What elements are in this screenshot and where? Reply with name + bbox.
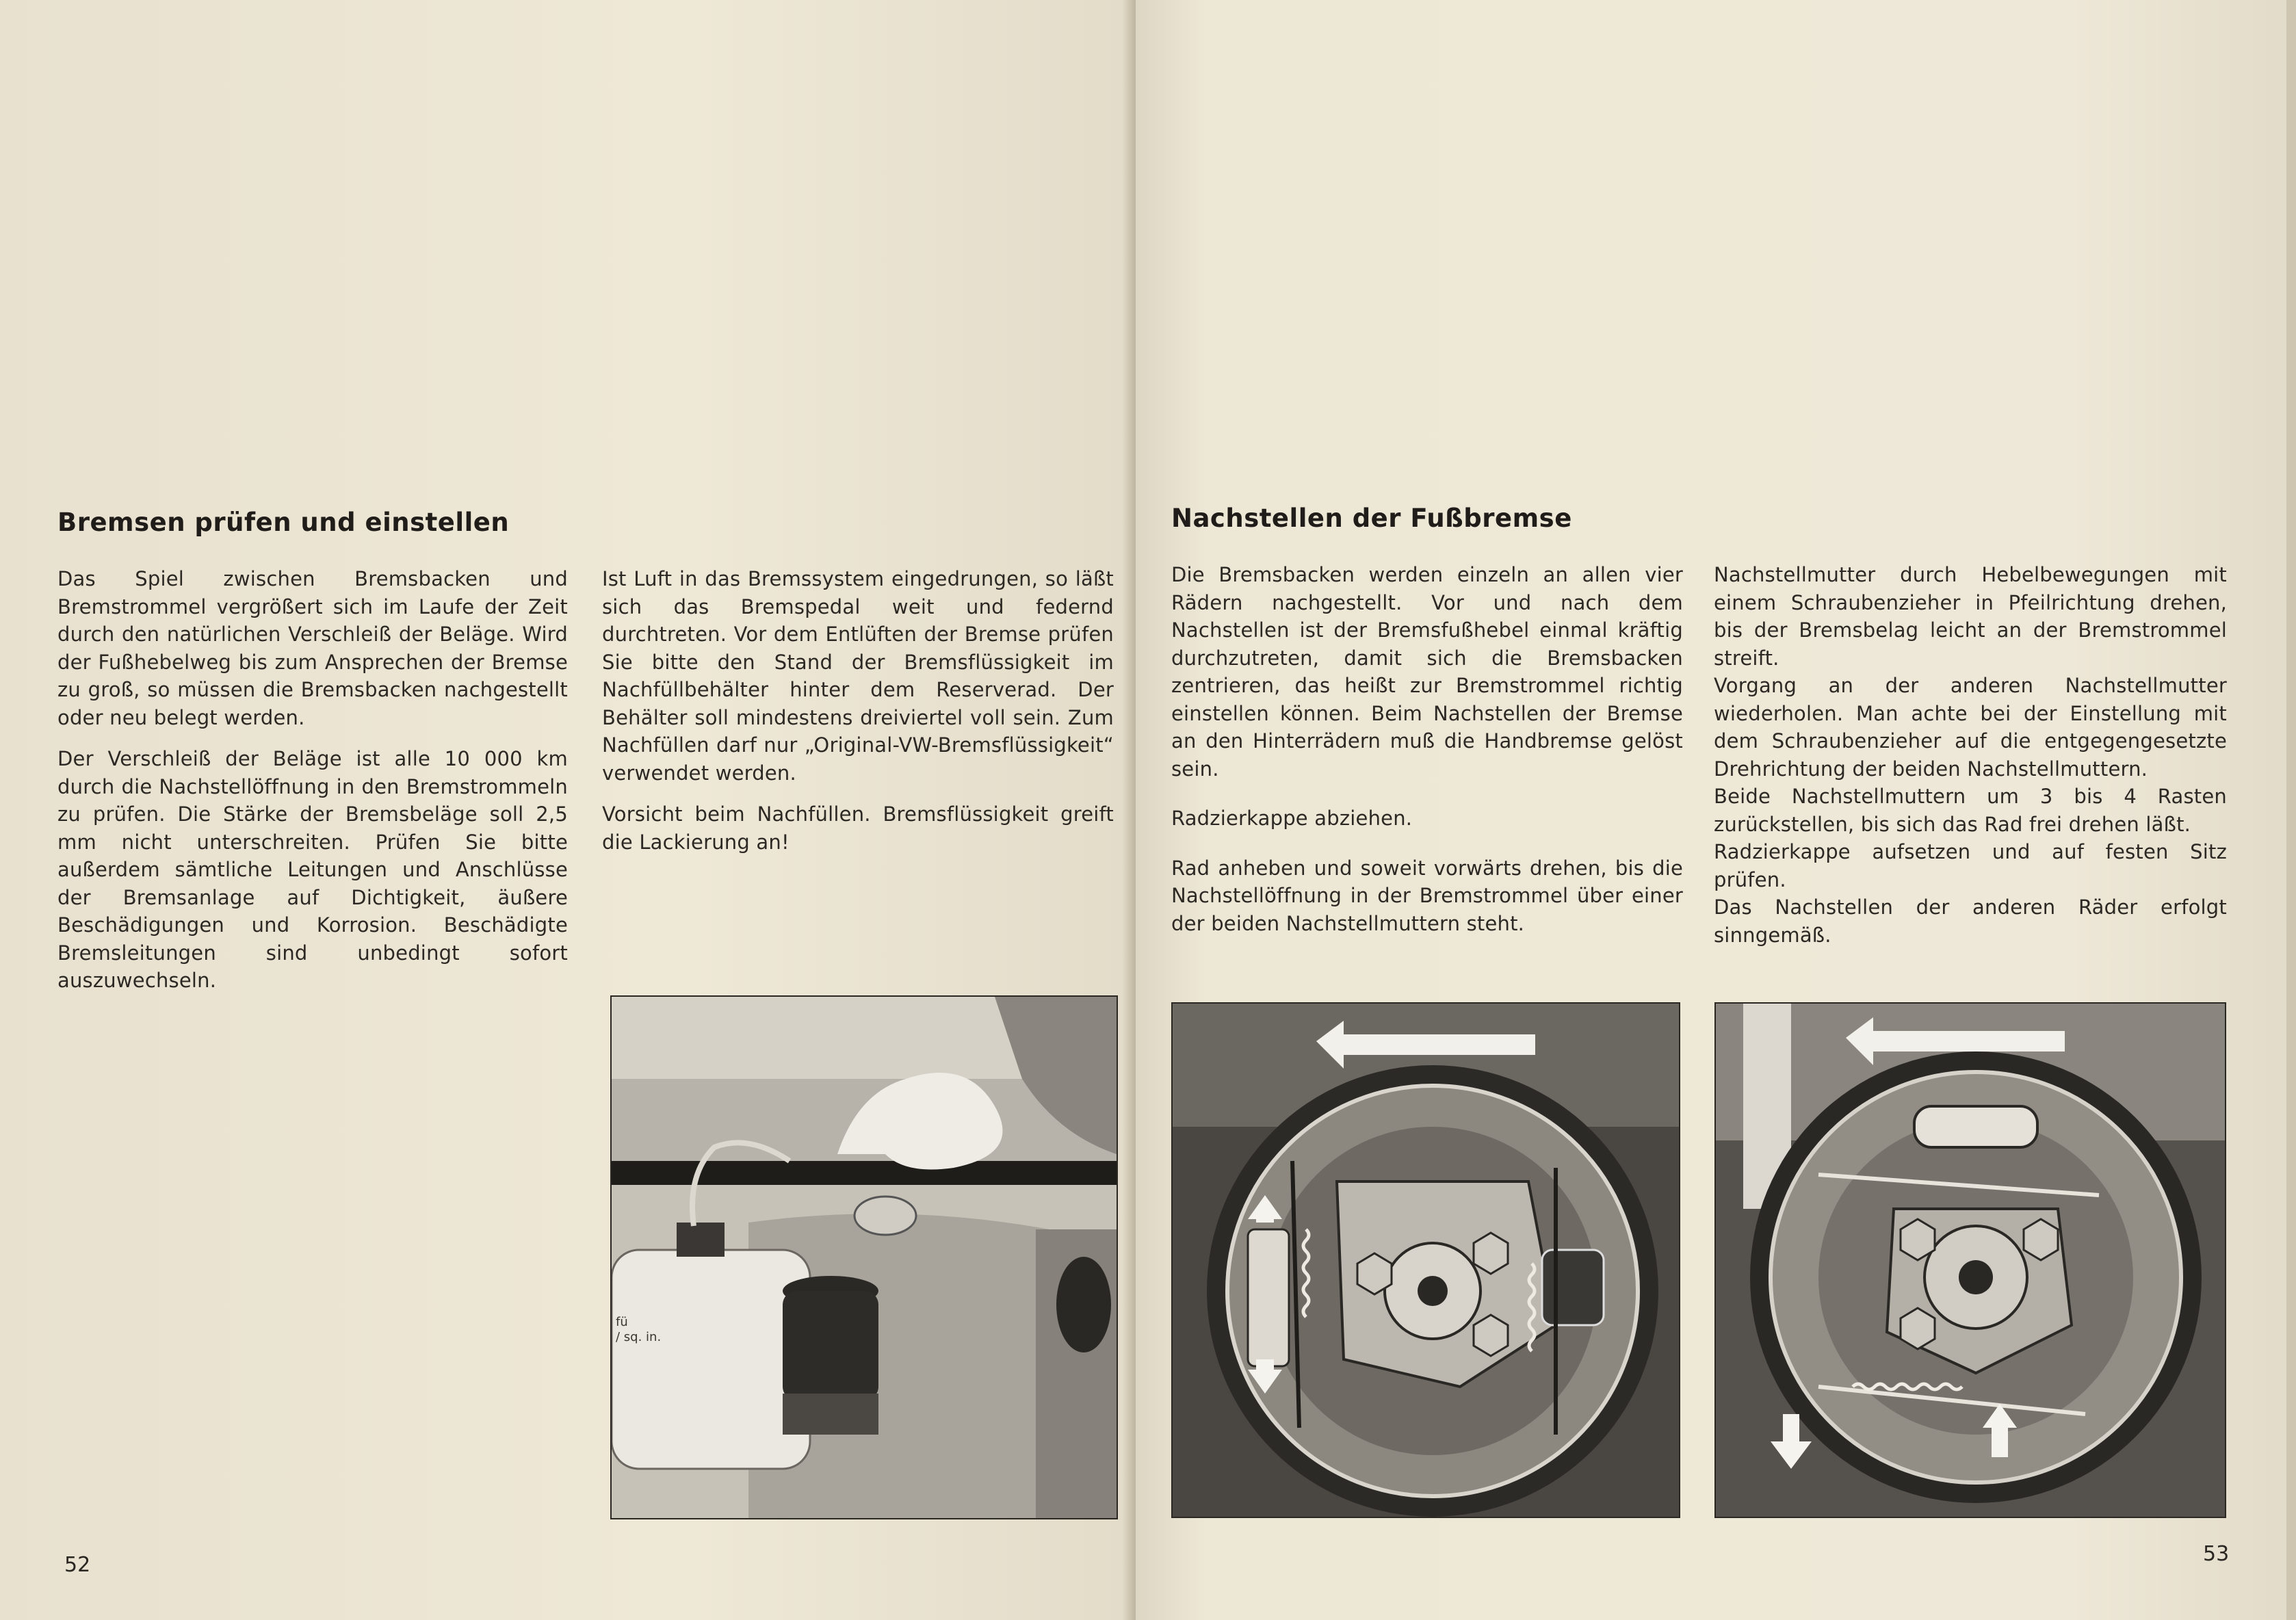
page-number-right: 53 [2203, 1542, 2230, 1566]
paragraph: Der Verschleiß der Beläge ist alle 10 000 km durch die Nachstellöffnung in den Bremstrommeln zu prüfen. Die Stärke der Bremsbeläge soll 2,5 mm nicht unterschreiten. Prüfen Sie bitte außerdem sämtliche Leitungen und Anschlüsse der Bremsanlage auf Dichtigkeit, äußere Beschädigungen und Korrosion. Beschädigte Bremsleitungen sind unbedingt sofort auszuwechseln. [57, 747, 568, 992]
brake-drum-front-illustration [1173, 1004, 1679, 1517]
photo-brake-fluid-reservoir [610, 995, 1118, 1519]
paragraph: Beide Nachstellmuttern um 3 bis 4 Rasten zurückstellen, bis sich das Rad frei drehen läßt. [1714, 785, 2227, 836]
paragraph: Die Bremsbacken werden einzeln an allen vier Rädern nachgestellt. Vor und nach dem Nachstellen ist der Bremsfußhebel einmal kräftig durchzutreten, damit sich die Bremsbacken zentrieren, das heißt zur Bremstrommel richtig einstellen können. Beim Nachstellen der Bremse an den Hinterrädern muß die Handbremse gelöst sein. [1171, 563, 1683, 781]
left-text-column-1 [57, 565, 568, 1008]
photo-reservoir-label: fü / sq. in. [616, 1315, 662, 1344]
paragraph: Rad anheben und soweit vorwärts drehen, bis die Nachstellöffnung in der Bremstrommel über einer der beiden Nachstellmuttern steht. [1171, 856, 1683, 935]
left-text-column-2 [602, 565, 1114, 870]
paragraph: Vorsicht beim Nachfüllen. Bremsflüssigkeit greift die Lackierung an! [602, 802, 1114, 854]
paragraph: Vorgang an der anderen Nachstellmutter wiederholen. Man achte bei der Einstellung mit dem Schraubenzieher auf die entgegengesetzte Drehrichtung der beiden Nachstellmuttern. [1714, 674, 2227, 781]
page-edge [2286, 0, 2296, 1620]
paragraph: Nachstellmutter durch Hebelbewegungen mit einem Schraubenzieher in Pfeilrichtung drehen, bis der Bremsbelag leicht an der Bremstrommel streift. [1714, 563, 2227, 670]
paragraph: Das Nachstellen der anderen Räder erfolgt sinngemäß. [1714, 896, 2227, 947]
section-title-foot-brake-adjust: Nachstellen der Fußbremse [1171, 504, 1572, 533]
page-number-left: 52 [64, 1553, 91, 1577]
paragraph: Radzierkappe aufsetzen und auf festen Sitz prüfen. [1714, 840, 2227, 891]
paragraph: Das Spiel zwischen Bremsbacken und Bremstrommel vergrößert sich im Laufe der Zeit durch den natürlichen Verschleiß der Beläge. Wird der Fußhebelweg bis zum Ansprechen der Bremse zu groß, so müssen die Bremsbacken nachgestellt oder neu belegt werden. [57, 567, 568, 729]
brake-drum-rear-illustration [1716, 1004, 2225, 1517]
left-page [0, 0, 1136, 1620]
right-text-column-2 [1714, 561, 2227, 949]
brake-fluid-reservoir-illustration [612, 997, 1117, 1518]
right-page [1136, 0, 2296, 1620]
photo-brake-drum-front [1171, 1002, 1680, 1518]
paragraph: Ist Luft in das Bremssystem eingedrungen, so läßt sich das Bremspedal weit und federnd durchtreten. Vor dem Entlüften der Bremse prüfen Sie bitte den Stand der Bremsflüssigkeit im Nachfüllbehälter hinter dem Reserverad. Der Behälter soll mindestens dreiviertel voll sein. Zum Nachfüllen darf nur „Original-VW-Bremsflüssigkeit“ verwendet werden. [602, 567, 1114, 785]
photo-brake-drum-rear [1714, 1002, 2226, 1518]
section-title-brakes-check: Bremsen prüfen und einstellen [57, 508, 510, 537]
right-text-column-1 [1171, 561, 1683, 951]
paragraph: Radzierkappe abziehen. [1171, 807, 1413, 830]
